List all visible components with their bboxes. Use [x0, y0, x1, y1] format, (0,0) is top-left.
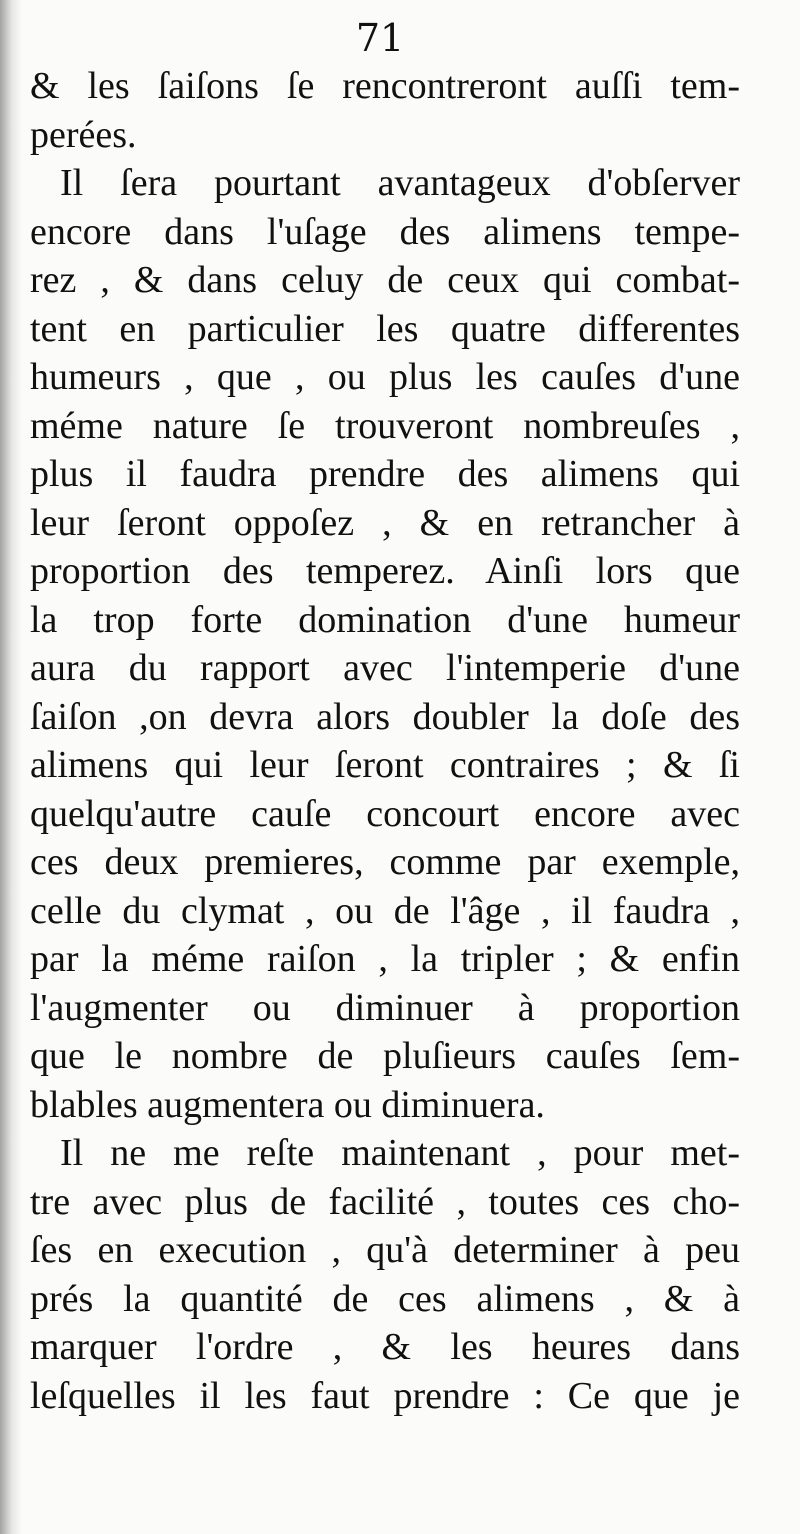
text-line: prés la quantité de ces alimens , & à — [30, 1277, 740, 1320]
text-line: celle du clymat , ou de l'âge , il faudra , — [30, 889, 740, 932]
text-line: tent en particulier les quatre differentes — [30, 307, 740, 350]
text-line: rez , & dans celuy de ceux qui combat- — [30, 259, 740, 301]
page-number: 71 — [355, 16, 405, 60]
text-line: encore dans l'uſage des alimens tempe- — [30, 210, 740, 253]
text-line: tre avec plus de facilité , toutes ces cho- — [30, 1180, 740, 1223]
text-line: Il ſera pourtant avantageux d'obſerver — [60, 162, 740, 204]
text-line: marquer l'ordre , & les heures dans — [30, 1326, 740, 1368]
text-line: par la méme raiſon , la tripler ; & enfin — [30, 938, 740, 980]
binding-shadow — [0, 0, 22, 1534]
text-line: leſquelles il les faut prendre : Ce que je — [30, 1374, 740, 1417]
text-line: quelqu'autre cauſe concourt encore avec — [30, 792, 740, 835]
text-line: alimens qui leur ſeront contraires ; & ſi — [30, 744, 740, 786]
text-line: l'augmenter ou diminuer à proportion — [30, 986, 740, 1029]
text-line: ſes en execution , qu'à determiner à peu — [30, 1229, 740, 1271]
text-line: Il ne me reſte maintenant , pour met- — [60, 1132, 740, 1174]
body-text — [30, 62, 740, 1420]
text-line: perées. — [30, 113, 137, 156]
text-line: leur ſeront oppoſez , & en retrancher à — [30, 501, 740, 544]
text-line: la trop forte domination d'une humeur — [30, 598, 740, 641]
text-line: humeurs , que , ou plus les cauſes d'une — [30, 356, 740, 398]
text-line: ces deux premieres, comme par exemple, — [30, 841, 740, 883]
text-line: ſaiſon ,on devra alors doubler la doſe des — [30, 695, 740, 738]
text-line: méme nature ſe trouveront nombreuſes , — [30, 404, 740, 447]
text-line: que le nombre de pluſieurs cauſes ſem- — [30, 1035, 740, 1077]
text-line: aura du rapport avec l'intemperie d'une — [30, 647, 740, 689]
text-line: & les ſaiſons ſe rencontreront auſſi tem- — [30, 65, 740, 107]
text-line: proportion des temperez. Ainſi lors que — [30, 550, 740, 592]
text-line: blables augmentera ou diminuera. — [30, 1083, 545, 1126]
text-line: plus il faudra prendre des alimens qui — [30, 453, 740, 495]
